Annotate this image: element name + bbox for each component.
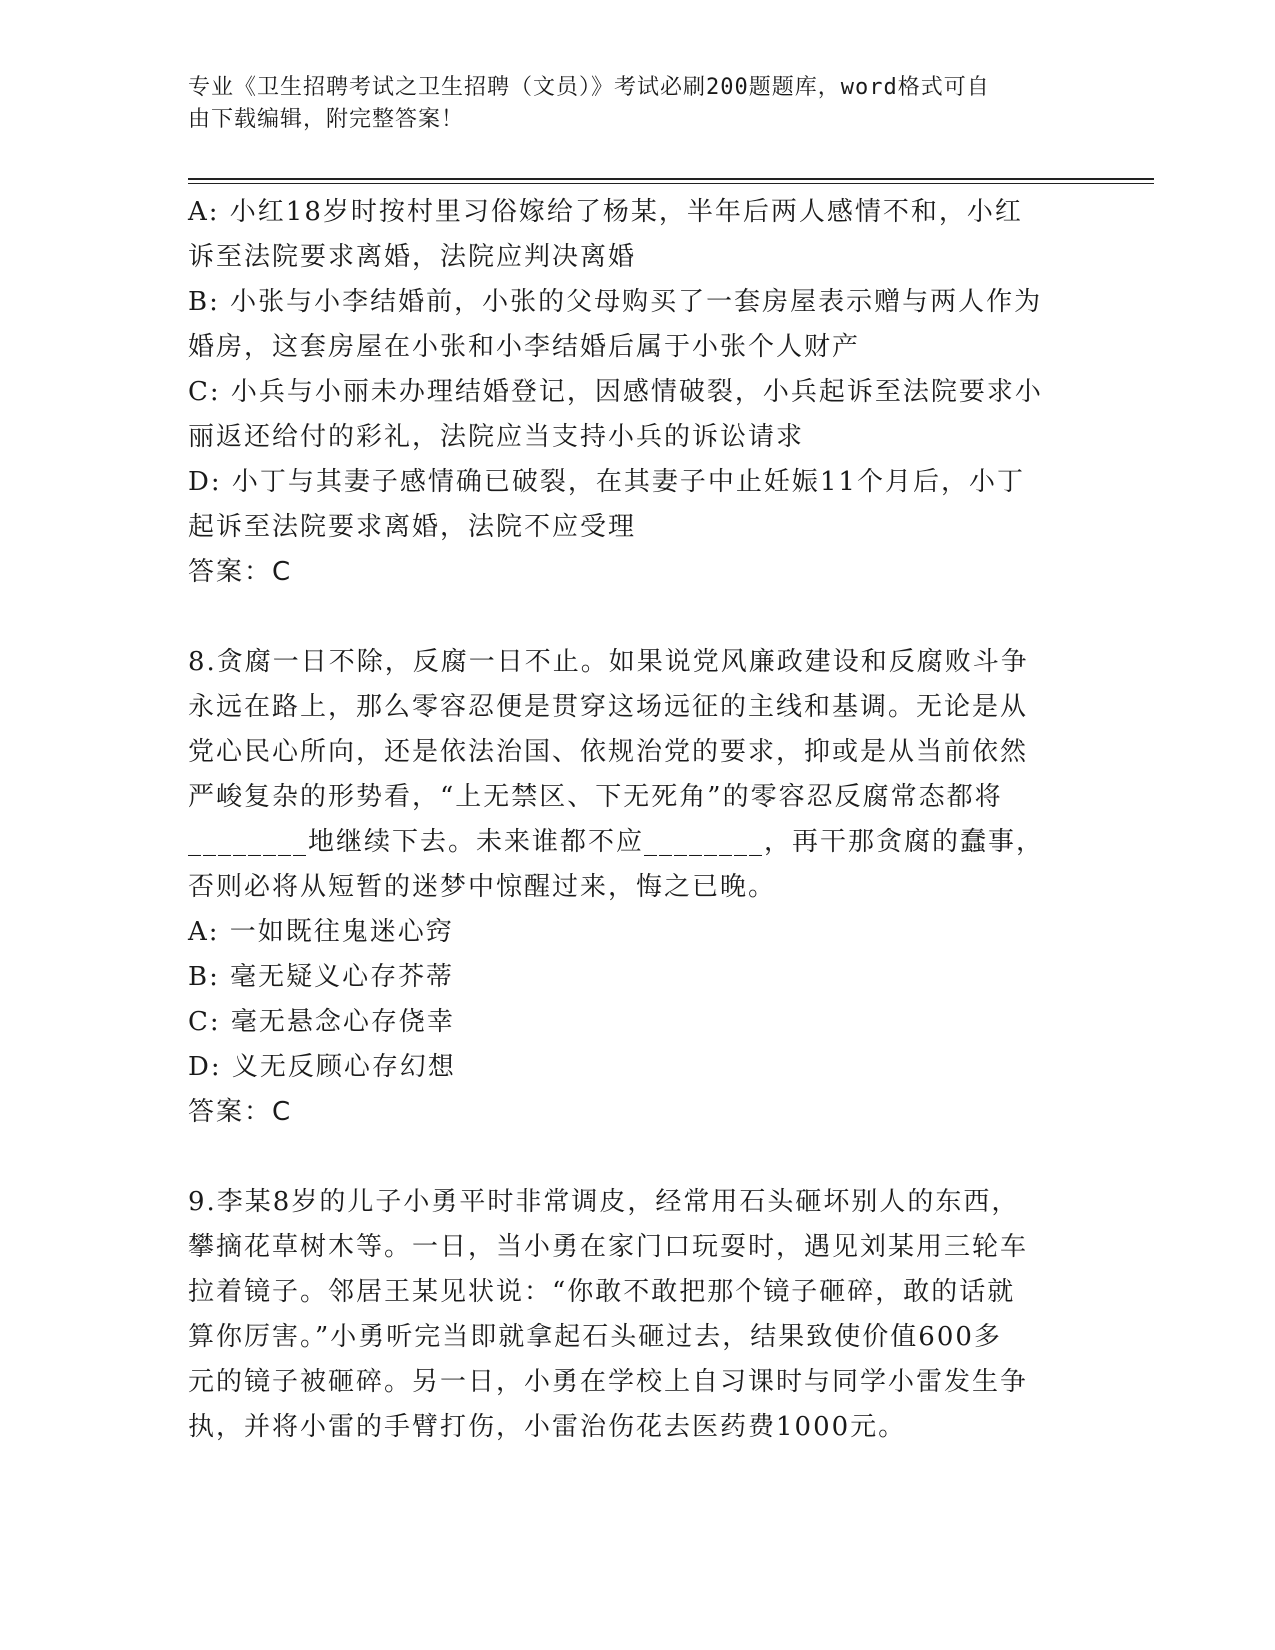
page-header bbox=[188, 72, 1068, 136]
q8-option-b: B: 毫无疑义心存芥蒂 bbox=[188, 962, 455, 992]
q9-stem-line-3: 拉着镜子。邻居王某见状说：“你敢不敢把那个镜子砸碎，敢的话就 bbox=[188, 1277, 1016, 1307]
q7-option-d-line-1: D: 小丁与其妻子感情确已破裂，在其妻子中止妊娠11个月后，小丁 bbox=[188, 467, 1025, 497]
q7-option-c-line-1: C: 小兵与小丽未办理结婚登记，因感情破裂，小兵起诉至法院要求小 bbox=[188, 377, 1043, 407]
q8-option-a: A: 一如既往鬼迷心窍 bbox=[188, 917, 454, 947]
header-line-1: 专业《卫生招聘考试之卫生招聘（文员）》考试必刷200题题库，word格式可自 bbox=[188, 75, 990, 100]
question-8 bbox=[188, 640, 1088, 1090]
q8-stem-line-1: 8.贪腐一日不除，反腐一日不止。如果说党风廉政建设和反腐败斗争 bbox=[188, 647, 1029, 677]
q7-option-c-line-2: 丽返还给付的彩礼，法院应当支持小兵的诉讼请求 bbox=[188, 422, 805, 452]
question-7-options bbox=[188, 190, 1088, 550]
q8-stem-line-2: 永远在路上，那么零容忍便是贯穿这场远征的主线和基调。无论是从 bbox=[188, 692, 1029, 722]
q9-stem-line-6: 执，并将小雷的手臂打伤，小雷治伤花去医药费1000元。 bbox=[188, 1412, 907, 1442]
q8-stem-line-3: 党心民心所向，还是依法治国、依规治党的要求，抑或是从当前依然 bbox=[188, 737, 1029, 767]
q7-option-a-line-1: A: 小红18岁时按村里习俗嫁给了杨某，半年后两人感情不和，小红 bbox=[188, 197, 1023, 227]
q8-option-d: D: 义无反顾心存幻想 bbox=[188, 1052, 456, 1082]
q7-option-d-line-2: 起诉至法院要求离婚，法院不应受理 bbox=[188, 512, 637, 542]
q9-stem-line-4: 算你厉害。”小勇听完当即就拿起石头砸过去，结果致使价值600多 bbox=[188, 1322, 1002, 1352]
document-body bbox=[188, 190, 1088, 1450]
q8-stem-line-5: ________地继续下去。未来谁都不应________，再干那贪腐的蠢事， bbox=[188, 827, 1045, 857]
spacer bbox=[188, 1135, 1088, 1180]
header-line-2: 由下载编辑，附完整答案！ bbox=[188, 107, 465, 132]
q7-answer: 答案：C bbox=[188, 557, 293, 587]
q9-stem-line-1: 9.李某8岁的儿子小勇平时非常调皮，经常用石头砸坏别人的东西， bbox=[188, 1187, 1020, 1217]
q9-stem-line-2: 攀摘花草树木等。一日，当小勇在家门口玩耍时，遇见刘某用三轮车 bbox=[188, 1232, 1029, 1262]
header-rule-thin bbox=[188, 183, 1154, 184]
q9-stem-line-5: 元的镜子被砸碎。另一日，小勇在学校上自习课时与同学小雷发生争 bbox=[188, 1367, 1029, 1397]
q8-option-c: C: 毫无悬念心存侥幸 bbox=[188, 1007, 455, 1037]
spacer bbox=[188, 595, 1088, 640]
q7-option-a-line-2: 诉至法院要求离婚，法院应判决离婚 bbox=[188, 242, 637, 272]
question-9 bbox=[188, 1180, 1088, 1450]
q7-option-b-line-2: 婚房，这套房屋在小张和小李结婚后属于小张个人财产 bbox=[188, 332, 861, 362]
q7-option-b-line-1: B: 小张与小李结婚前，小张的父母购买了一套房屋表示赠与两人作为 bbox=[188, 287, 1043, 317]
q8-answer: 答案：C bbox=[188, 1097, 293, 1127]
q8-stem-line-6: 否则必将从短暂的迷梦中惊醒过来，悔之已晚。 bbox=[188, 872, 777, 902]
header-rule-thick bbox=[188, 178, 1154, 180]
q8-stem-line-4: 严峻复杂的形势看，“上无禁区、下无死角”的零容忍反腐常态都将 bbox=[188, 782, 1003, 812]
